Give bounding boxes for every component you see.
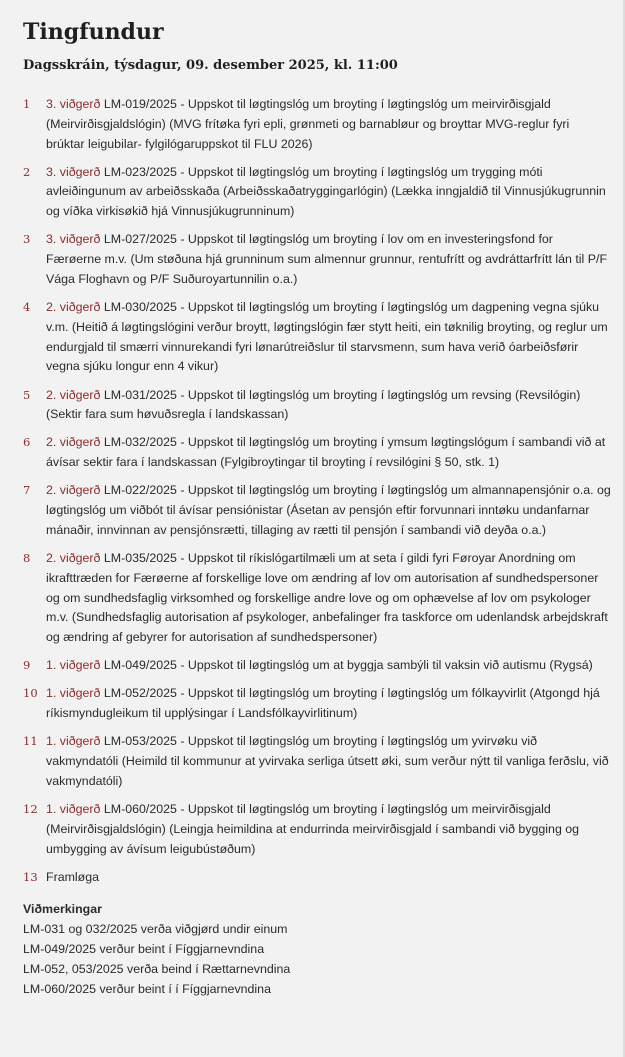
agenda-item-stage-link[interactable]: 3. viðgerð [46,164,101,179]
agenda-item [23,230,611,289]
agenda-item-text: LM-030/2025 - Uppskot til løgtingslóg um broyting í løgtingslóg um dagpening vegna sjúku v.m. (Heitið á løgtingslógini verður broytt, løgtingslógin fær stytt heiti, ein tøknilig broyting, og reglur um endurgjald til smærri vinnurekandi fyri lønarútreiðslur til starvsmenn, sum hava verið óarbeiðsførir vegna sjúku longur enn 4 vikur) [46,300,608,374]
page-title: Tingfundur [23,19,164,45]
agenda-item-stage-link[interactable]: 2. viðgerð [46,300,101,315]
agenda-item-stage-link[interactable]: 1. viðgerð [46,801,101,816]
agenda-item-stage-link[interactable]: 2. viðgerð [46,387,101,402]
agenda-item-stage-link[interactable]: 1. viðgerð [46,734,101,749]
agenda-item-text: LM-023/2025 - Uppskot til løgtingslóg um broyting í løgtingslóg um trygging móti avleiðingunum av arbeiðsskaða (Arbeiðsskaðatryggingarlógin) (Lækka inngjaldið til Vinnusjúkugrunnin og víðka virkisøkið hjá Vinnusjúkugrunninum) [46,164,606,219]
agenda-item-stage-link[interactable]: 2. viðgerð [46,435,101,450]
agenda-item-number: 8 [23,551,31,566]
remarks-heading: Viðmerkingar [23,902,102,917]
agenda-item-number: 6 [23,435,31,450]
agenda-item-number: 11 [23,734,38,749]
agenda-item-number: 1 [23,97,31,111]
agenda-item-stage-link[interactable]: 2. viðgerð [46,551,101,566]
agenda-item-text: LM-027/2025 - Uppskot til løgtingslóg um broyting í lov om en investeringsfond for Færøerne m.v. (Um støðuna hjá grunninum sum almennur grunnur, rentufrítt og avdráttarfrítt lán til P/F Vága Floghavn og P/F Suðuroyartunnilin o.a.) [46,232,608,286]
agenda-item-stage-link[interactable]: 1. viðgerð [46,686,101,701]
agenda-date-subtitle: Dagsskráin, týsdagur, 09. desember 2025, kl. 11:00 [23,58,398,73]
agenda-item-number: 12 [23,801,38,816]
agenda-item-number: 3 [23,232,31,247]
agenda-item-text: LM-053/2025 - Uppskot til løgtingslóg um broyting í løgtingslóg um yvirvøku við vakmyndatóli (Heimild til kommunur at yvirvaka serliga útsett øki, sum verður nýtt til vanliga ferðslu, við vakmyndatóli) [46,734,609,788]
agenda-item-number: 4 [23,300,31,315]
agenda-item-number: 13 [23,869,38,884]
agenda-item-text: LM-035/2025 - Uppskot til ríkislógartilmæli um at seta í gildi fyri Føroyar Anordning om ikrafttræden for Færøerne af forskellige love om ændring af lov om autorisation af sundhedspersoner og om sundhedsfaglig virksomhed og forskellige andre love og om ophævelse af lov om psykologer m.v. (Sundhedsfaglig autorisation af psykologer, anbefalinger fra taskforce om udenlandsk arbejdskraft og ændring af gebyrer for autorisation af sundhedspersoner) [46,551,608,645]
remarks-section [23,899,611,999]
agenda-item-stage-link[interactable]: 2. viðgerð [46,483,101,498]
remarks-line: LM-031 og 032/2025 verða viðgjørd undir einum [23,922,288,937]
agenda-item-number: 2 [23,164,31,179]
agenda-item [23,298,611,377]
agenda-item-text: LM-052/2025 - Uppskot til løgtingslóg um broyting í løgtingslóg um fólkayvirlit (Atgongd hjá ríkismyndugleikum til upplýsingar í Landsfólkayvirlitinum) [46,686,600,721]
agenda-item [23,732,611,791]
agenda-item-number: 10 [23,686,38,701]
agenda-item-stage-link[interactable]: 3. viðgerð [46,232,101,247]
agenda-item [23,800,611,859]
remarks-line: LM-049/2025 verður beint í Fíggjarnevndina [23,942,265,957]
agenda-list [23,95,611,887]
agenda-item-text: Framløga [46,869,100,884]
agenda-item [23,549,611,648]
agenda-item [23,386,611,426]
agenda-item-stage-link[interactable]: 3. viðgerð [46,97,101,111]
agenda-item [23,433,611,473]
agenda-item [23,684,611,724]
agenda-item-number: 7 [23,483,31,498]
agenda-item-text: LM-032/2025 - Uppskot til løgtingslóg um broyting í ymsum løgtingslógum í sambandi við at ávísar sektir fara í landskassan (Fylgibroytingar til broyting í revsilógini § 50, stk. 1) [46,435,606,470]
agenda-item-text: LM-022/2025 - Uppskot til løgtingslóg um broyting í løgtingslóg um almannapensjónir o.a. og løgtingslóg um viðbót til ávísar pensiónistar (Ásetan av pensjón eftir forvunnari inntøku undanfarnar mánaðir, innvinnan av pensjónsrætti, tillaging av rætti til pensjón í sambandi við deyða o.a.) [46,483,611,537]
agenda-item [23,95,611,154]
agenda-item-number: 9 [23,658,31,673]
agenda-item-text: LM-031/2025 - Uppskot til løgtingslóg um broyting í løgtingslóg um revsing (Revsilógin) (Sektir fara sum høvuðsregla í landskassan) [46,387,581,422]
remarks-line: LM-052, 053/2025 verða beind í Rættarnevndina [23,962,291,977]
agenda-item-text: LM-049/2025 - Uppskot til løgtingslóg um at byggja sambýli til vaksin við autismu (Rygsá) [100,658,593,673]
agenda-item-text: LM-019/2025 - Uppskot til løgtingslóg um broyting í løgtingslóg um meirvirðisgjald (Meirvirðisgjaldslógin) (MVG frítøka fyri epli, grønmeti og barnabløur og broyttar MVG-reglur fyri brúktar leigubilar- fylgilógaruppskot til FLU 2026) [46,97,570,151]
remarks-line: LM-060/2025 verður beint í í Fíggjarnevndina [23,982,271,997]
agenda-item [23,163,611,222]
agenda-item-stage-link[interactable]: 1. viðgerð [46,658,101,673]
agenda-item [23,481,611,540]
agenda-item-text: LM-060/2025 - Uppskot til løgtingslóg um broyting í løgtingslóg um meirvirðisgjald (Meirvirðisgjaldslógin) (Leingja heimildina at endurrinda meirvirðisgjald í sambandi við bygging og umbygging av ávísum leigubústøðum) [46,801,580,856]
agenda-item [23,656,611,676]
agenda-item-number: 5 [23,387,31,402]
agenda-item [23,868,611,888]
